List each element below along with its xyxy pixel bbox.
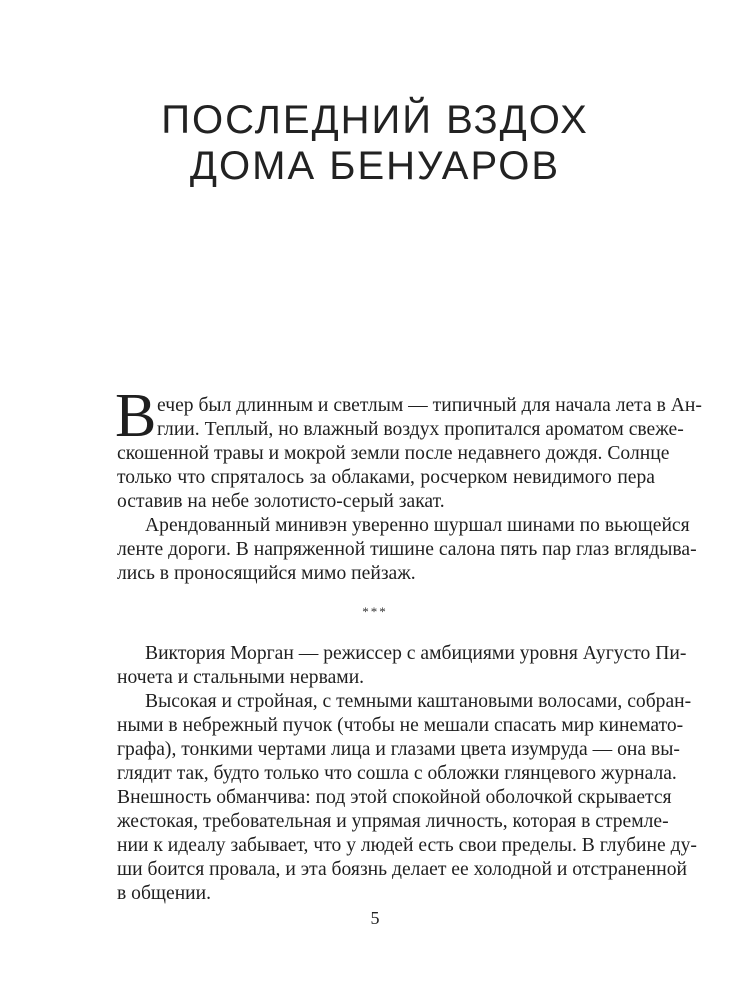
paragraph-line: в общении.: [117, 883, 212, 904]
paragraph-line: Высокая и стройная, с темными каштановыми волосами, собран-: [145, 691, 692, 712]
paragraph-line: Виктория Морган — режиссер с амбициями уровня Аугусто Пи-: [145, 643, 687, 664]
paragraph-line: глии. Теплый, но влажный воздух пропитался ароматом свеже-: [157, 419, 684, 440]
paragraph-line: ленте дороги. В напряженной тишине салона пять пар глаз вглядыва-: [117, 539, 697, 560]
paragraph-line: ечер был длинным и светлым — типичный для начала лета в Ан-: [157, 395, 702, 416]
paragraph-line: графа), тонкими чертами лица и глазами цвета изумруда — она вы-: [117, 739, 680, 760]
chapter-title-line-1: ПОСЛЕДНИЙ ВЗДОХ: [161, 98, 589, 142]
paragraph-line: лись в проносящийся мимо пейзаж.: [117, 563, 416, 584]
paragraph-line: скошенной травы и мокрой земли после недавнего дождя. Солнце: [117, 443, 670, 464]
chapter-title-line-2: ДОМА БЕНУАРОВ: [189, 144, 561, 188]
paragraph-line: нии к идеалу забывает, что у людей есть свои пределы. В глубине ду-: [117, 835, 697, 856]
section-separator: ***: [362, 604, 388, 619]
paragraph-line: ночета и стальными нервами.: [117, 667, 365, 688]
paragraph-line: глядит так, будто только что сошла с обложки глянцевого журнала.: [117, 763, 677, 784]
page-number: 5: [370, 908, 380, 928]
paragraph-line: только что спряталось за облаками, росчерком невидимого пера: [117, 467, 655, 488]
paragraph-line: ными в небрежный пучок (чтобы не мешали спасать мир кинемато-: [117, 715, 684, 736]
paragraph-line: ши боится провала, и эта боязнь делает ее холодной и отстраненной: [117, 859, 687, 880]
paragraph-line: Внешность обманчива: под этой спокойной оболочкой скрывается: [117, 787, 672, 808]
drop-cap: В: [115, 382, 157, 450]
paragraph-line: жестокая, требовательная и упрямая личность, которая в стремле-: [117, 811, 669, 832]
paragraph-line: Арендованный минивэн уверенно шуршал шинами по вьющейся: [145, 515, 690, 536]
paragraph-line: оставив на небе золотисто-серый закат.: [117, 491, 445, 512]
